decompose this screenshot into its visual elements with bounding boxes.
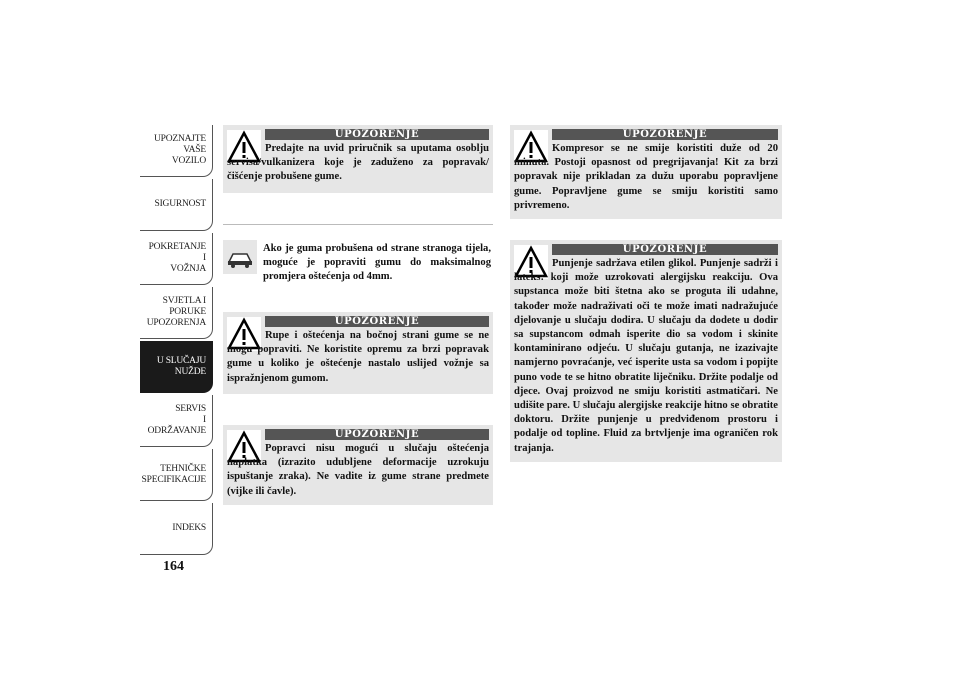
page-number: 164 [163,559,184,574]
chapter-sidebar [140,125,213,555]
tab-indeks[interactable] [140,503,213,555]
warning-box-5 [510,240,782,462]
tab-label: POKRETANJE I VOŽNJA [148,242,206,274]
divider [223,224,493,225]
tab-label: SERVIS I ODRŽAVANJE [147,404,206,436]
tab-label: UPOZNAJTE VAŠE VOZILO [153,134,206,166]
note-text: Ako je guma probušena od strane stranoga tijela, moguće je popraviti gumu do maksimalnog promjera oštećenja od 4mm. [263,243,491,283]
warning-box-4 [510,125,782,219]
warning-text: Kompresor se ne smije koristiti duže od 20 minuta. Postoji opasnost od pregrijavanja! Kit za brzi popravak nije prikladan za dužu uporabu popravljene gume. Popravljene gume se smiju koristiti samo privremeno. [514,143,778,211]
tab-label: SIGURNOST [154,199,206,209]
warning-text: Popravci nisu mogući u slučaju oštećenja naplatka (izrazito udubljene deformacije uzrokuju ispuštanje zraka). Ne vadite iz gume strane predmete (vijke ili čavle). [227,443,489,497]
warning-heading: UPOZORENJE [265,316,489,327]
warning-box-1 [223,125,493,193]
tab-u-slucaju-nuzde[interactable] [140,341,213,393]
tab-sigurnost[interactable] [140,179,213,231]
warning-text: Rupe i oštećenja na bočnoj strani gume se ne mogu popraviti. Ne koristite opremu za brzi popravak gume u koliko je oštećenje nastalo uslijed vožnje sa ispražnjenom gumom. [227,330,489,384]
warning-heading: UPOZORENJE [552,129,778,140]
car-note-icon [223,240,257,274]
tab-upoznajte-vase-vozilo[interactable] [140,125,213,177]
warning-heading: UPOZORENJE [552,244,778,255]
warning-box-2 [223,312,493,394]
tab-pokretanje-i-voznja[interactable] [140,233,213,285]
tab-label: TEHNIČKE SPECIFIKACIJE [141,463,206,485]
tab-label: U SLUČAJU NUŽDE [156,355,206,377]
warning-text: Predajte na uvid priručnik sa uputama osoblju servisa/vulkanizera koje je zaduženo za popravak/čišćenje probušene gume. [227,143,489,183]
tab-label: INDEKS [172,523,206,533]
warning-heading: UPOZORENJE [265,429,489,440]
warning-box-3 [223,425,493,505]
tab-label: SVJETLA I PORUKE UPOZORENJA [146,296,206,328]
warning-heading: UPOZORENJE [265,129,489,140]
tab-tehnicke-specifikacije[interactable] [140,449,213,501]
tab-svjetla-i-poruke-upozorenja[interactable] [140,287,213,339]
warning-text: Punjenje sadržava etilen glikol. Punjenje sadrži i lateks: koji može uzrokovati alergijsku reakciju. Ova supstanca može biti štetna ako se proguta ili udahne, također može nadraživati oči te može imati nadražujuće djelovanje u slučaju dodira. U slučaju da dodete u dodir sa supstancom odmah isperite dio sa vodom i skinite kontaminirano odjeću. U slučaju gutanja, ne izazivajte namjerno povraćanje, već isperite usta sa vodom i popijte puno vode te se hitno obratite liječniku. Držite podalje od djece. Ovaj proizvod ne smiju koristiti astmatičari. Ne udišite pare. U slučaju alergijske reakcije hitno se obratite doktoru. Držite punjenje u predviđenom prostoru i podalje od topline. Fluid za brtvljenje ima ograničen rok trajanja. [514,258,778,454]
tab-servis-i-odrzavanje[interactable] [140,395,213,447]
